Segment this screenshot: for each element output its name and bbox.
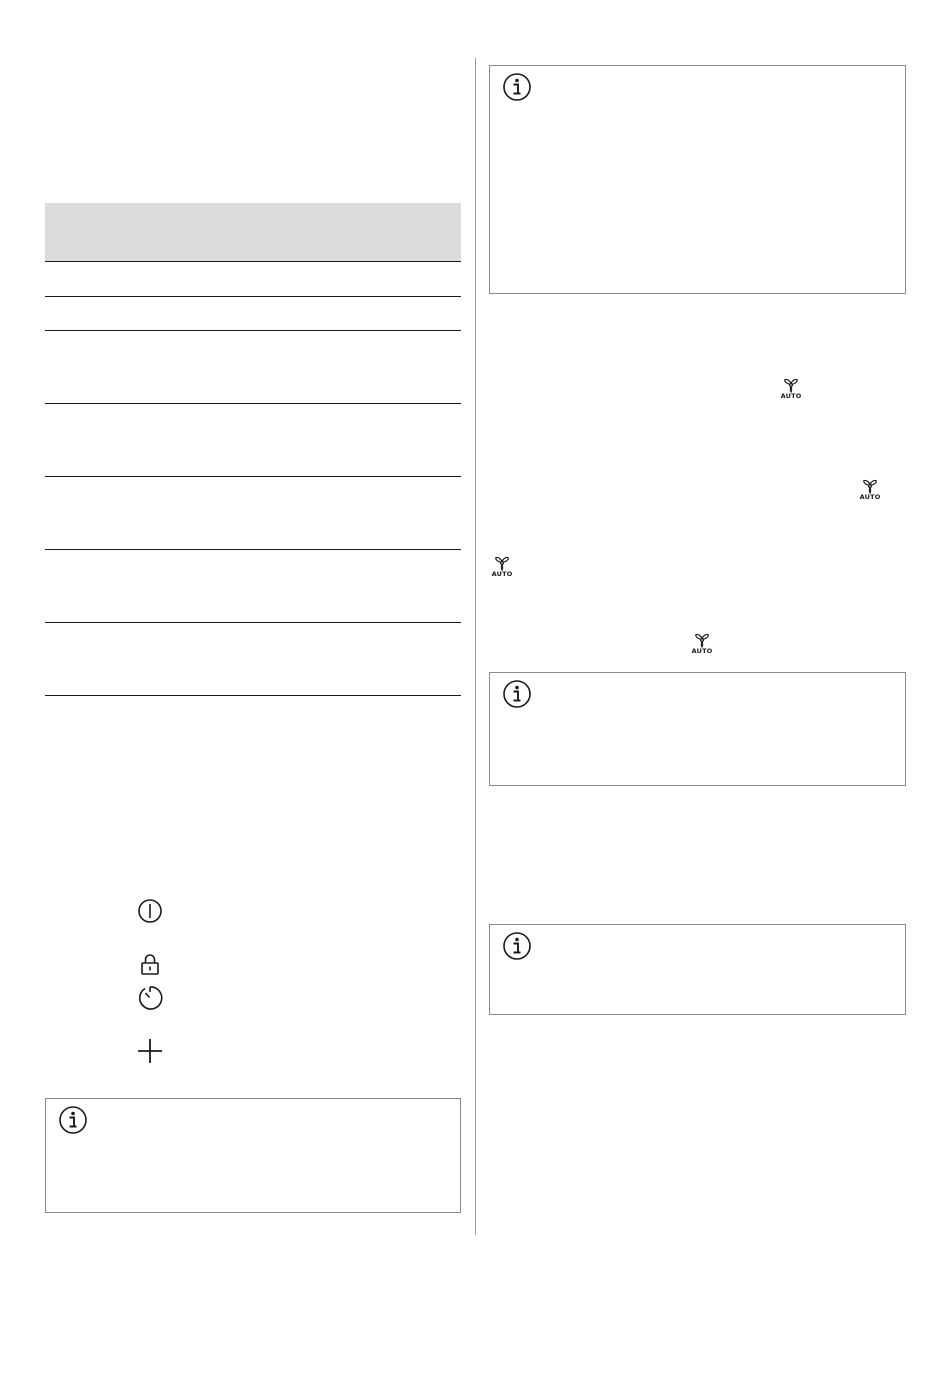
info-circle-icon [502, 931, 532, 966]
table-row-divider [45, 476, 461, 477]
auto-label: AUTO [491, 570, 513, 578]
auto-label: AUTO [780, 392, 802, 400]
table-row-divider [45, 622, 461, 623]
info-box [489, 924, 906, 1015]
table-row-divider [45, 695, 461, 696]
table-row-divider [45, 403, 461, 404]
info-circle-icon [58, 1105, 88, 1140]
table-row-divider [45, 330, 461, 331]
info-circle-icon [502, 679, 532, 714]
auto-label: AUTO [691, 647, 713, 655]
info-box [489, 672, 906, 786]
info-circle-icon [502, 72, 532, 107]
power-icon [136, 897, 164, 930]
info-box [45, 1098, 461, 1213]
table-row-divider [45, 549, 461, 550]
auto-label: AUTO [859, 493, 881, 501]
lock-icon [136, 952, 164, 983]
fan-auto-icon [691, 632, 713, 656]
table-row-divider [45, 296, 461, 297]
plus-icon [136, 1037, 164, 1070]
timer-icon [136, 984, 164, 1017]
column-divider [475, 58, 476, 1235]
table-header [45, 203, 461, 262]
fan-auto-icon [491, 555, 513, 579]
fan-auto-icon [780, 377, 802, 401]
info-box [489, 65, 906, 294]
fan-auto-icon [859, 478, 881, 502]
